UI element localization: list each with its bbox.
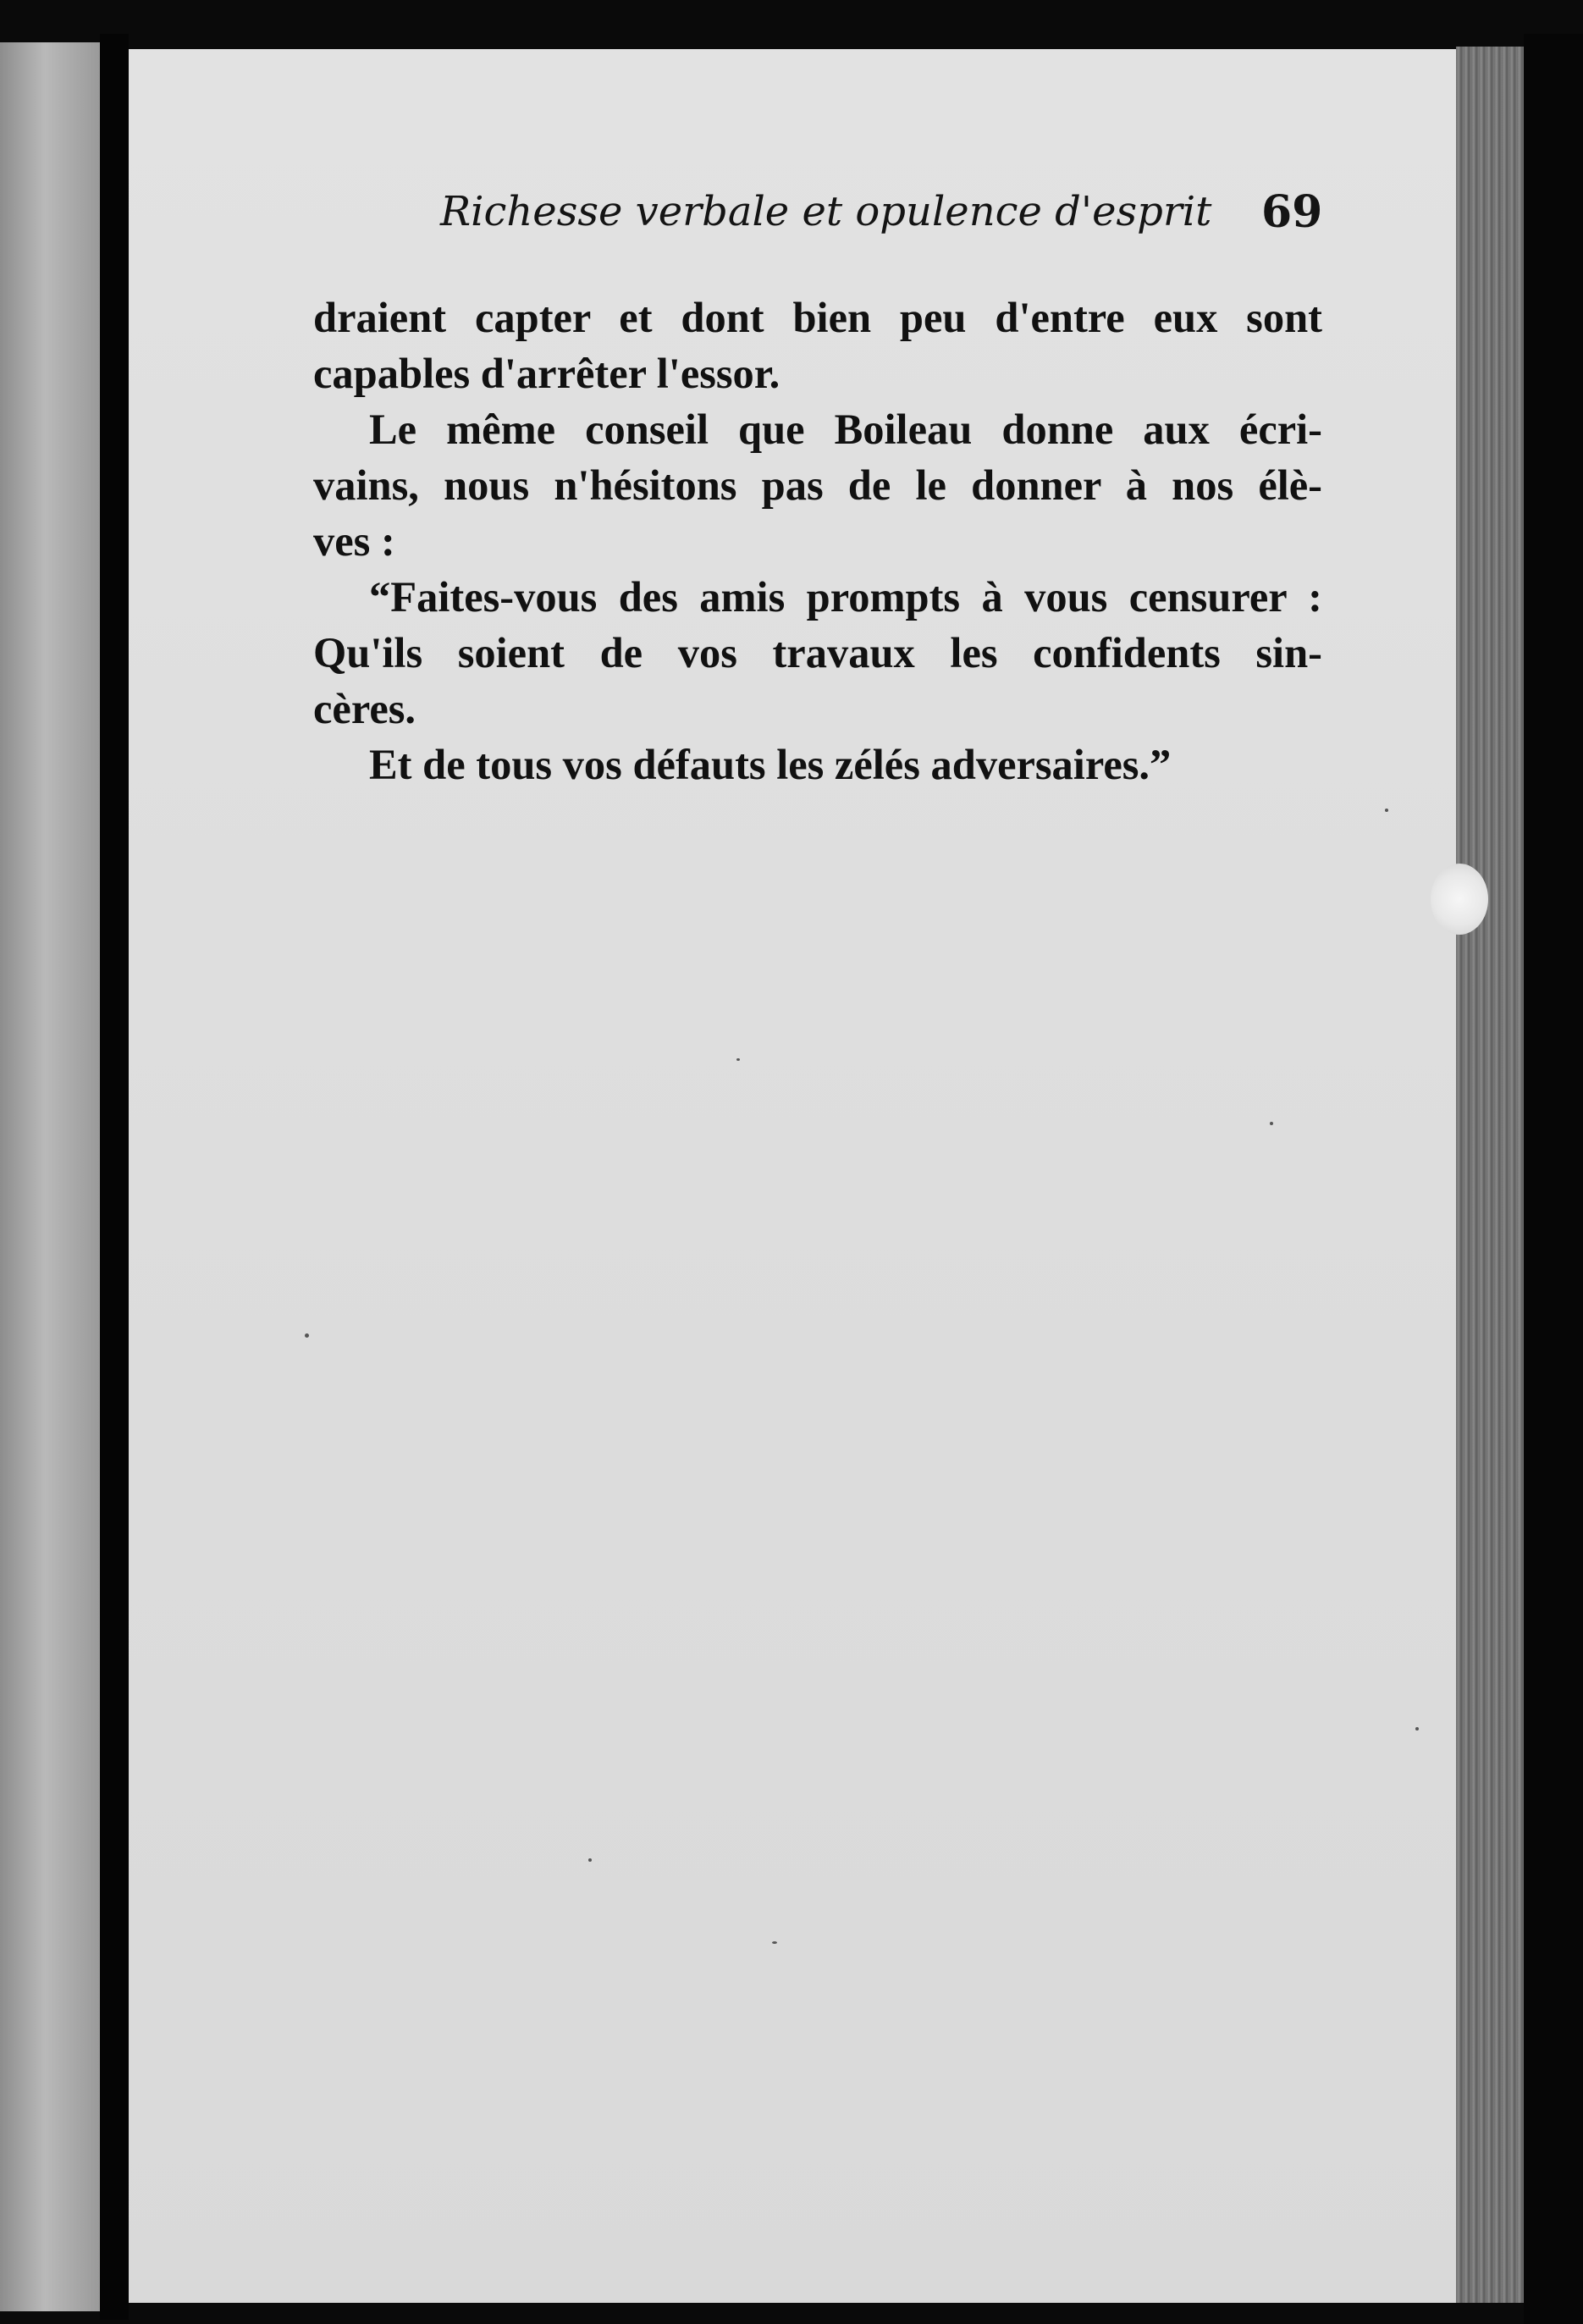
scan-speck (1385, 809, 1388, 812)
text-line: Le même conseil que Boileau donne aux écri- (369, 406, 1322, 453)
book-gutter (100, 34, 129, 2320)
page-fore-edge (1456, 47, 1524, 2303)
text-line: draient capter et dont bien peu d'entre eux sont (313, 294, 1322, 341)
punch-hole (1431, 864, 1488, 935)
scan-speck (1415, 1727, 1419, 1731)
facing-page-edge (0, 42, 100, 2311)
verse-line: Qu'ils soient de vos travaux les confidents sin- (313, 629, 1322, 676)
body-text (313, 290, 1322, 792)
running-head: Richesse verbale et opulence d'esprit (440, 188, 1212, 235)
verse-line: “Faites-vous des amis prompts à vous censurer : (369, 573, 1322, 621)
scan-speck (305, 1333, 309, 1338)
verse-line: Et de tous vos défauts les zélés adversaires.” (369, 741, 1172, 788)
scan-speck (588, 1858, 592, 1862)
verse-line: cères. (313, 685, 416, 732)
text-line: ves : (313, 517, 395, 565)
scan-speck (1270, 1122, 1273, 1125)
text-line: capables d'arrêter l'essor. (313, 350, 780, 397)
scan-speck (772, 1941, 777, 1944)
page-number: 69 (1261, 186, 1323, 238)
scan-border (1524, 34, 1583, 2324)
text-line: vains, nous n'hésitons pas de le donner à nos élè- (313, 461, 1322, 509)
scan-speck (736, 1058, 740, 1061)
